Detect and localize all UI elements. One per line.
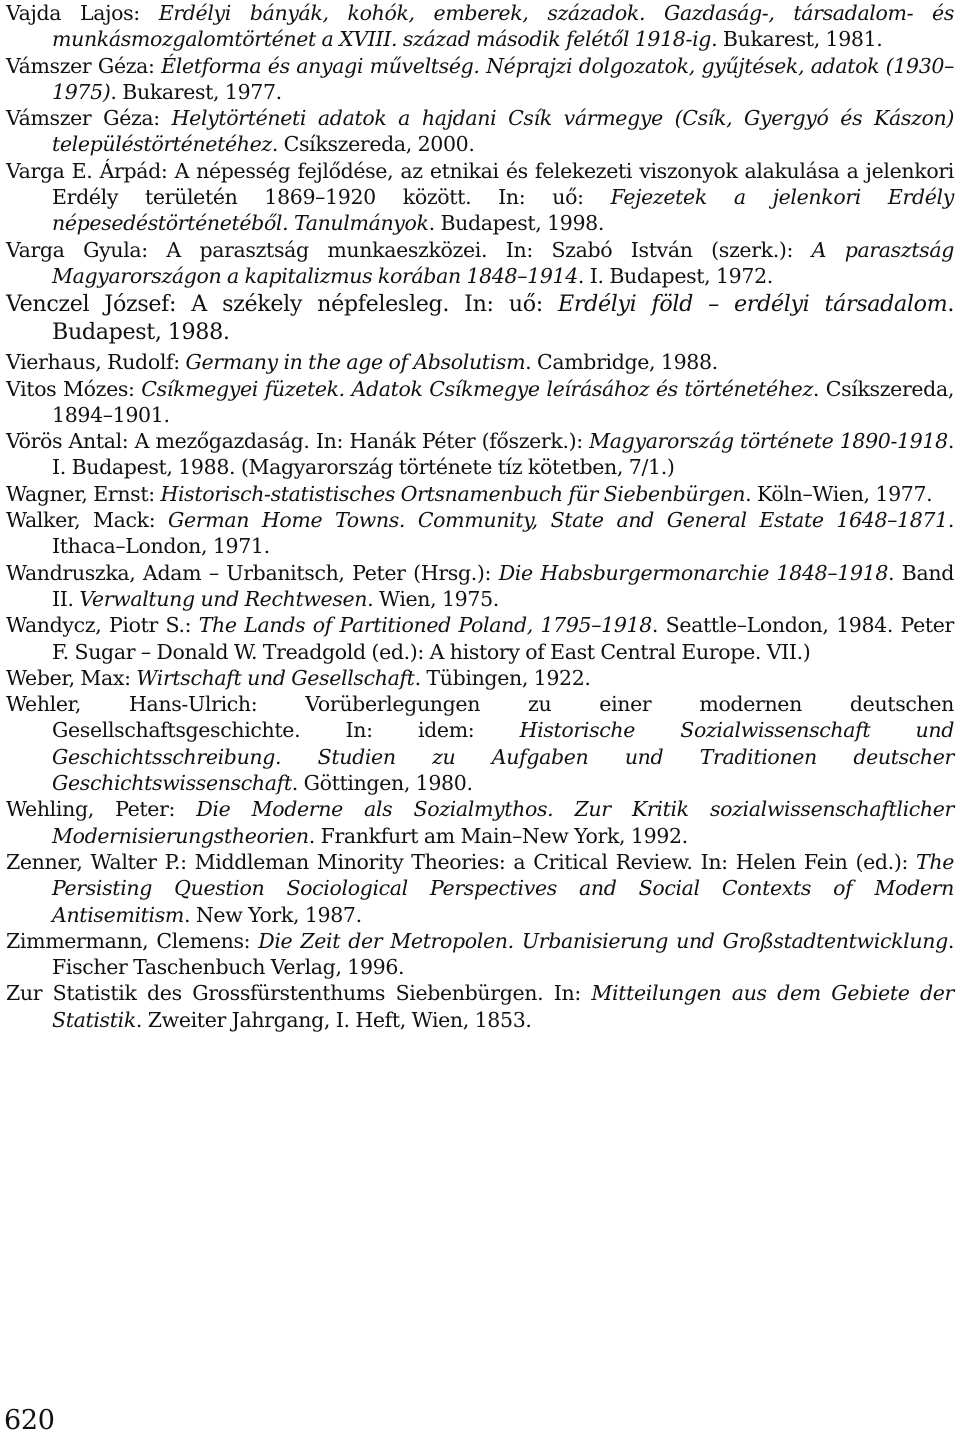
entry-text: . I. Budapest, 1988. (Magyarország története tíz kötetben, 7/1.) [52, 429, 954, 480]
bibliography-entry [6, 481, 954, 507]
entry-title-italic: Magyarország története 1890-1918 [589, 429, 948, 454]
entry-title-italic: Wirtschaft und Gesellschaft [136, 665, 415, 690]
entry-title-italic: Die Zeit der Metropolen. Urbanisierung und Großstadtentwicklung [258, 928, 948, 953]
bibliography-entry [6, 158, 954, 237]
entry-text: . Wien, 1975. [367, 586, 499, 611]
entry-title-italic: Verwaltung und Rechtwesen [79, 586, 368, 611]
entry-text: Zimmermann, Clemens: [6, 928, 259, 953]
entry-text: Wehling, Peter: [6, 797, 197, 822]
bibliography-entry [6, 849, 954, 928]
bibliography-list [6, 0, 954, 1033]
entry-text: Vierhaus, Rudolf: [6, 350, 186, 375]
entry-text: Vajda Lajos: [6, 1, 159, 25]
entry-text: Wandycz, Piotr S.: [6, 613, 199, 638]
bibliography-entry [6, 796, 954, 849]
entry-text: Vörös Antal: A mezőgazdaság. In: Hanák Péter (főszerk.): [6, 429, 590, 454]
entry-text: Wandruszka, Adam – Urbanitsch, Peter (Hrsg.): [6, 560, 499, 585]
entry-title-italic: German Home Towns. Community, State and General Estate 1648–1871 [168, 508, 948, 533]
entry-text: Zur Statistik des Grossfürstenthums Siebenbürgen. In: [6, 981, 592, 1006]
entry-text: . Frankfurt am Main–New York, 1992. [308, 823, 688, 848]
entry-text: . Tübingen, 1922. [414, 665, 591, 690]
entry-text: . Ithaca–London, 1971. [52, 508, 954, 559]
bibliography-entry [6, 507, 954, 560]
entry-text: . Budapest, 1988. [52, 291, 955, 346]
entry-text: Weber, Max: [6, 665, 137, 690]
entry-text: Wehler, Hans-Ulrich: Vorüberlegungen zu einer modernen deutschen Gesellschaftsgeschichte. In: idem: [6, 692, 954, 743]
entry-title-italic: Fejezetek a jelenkori Erdély népesedéstörténetéből. Tanulmányok [52, 185, 954, 236]
entry-title-italic: Germany in the age of Absolutism [185, 350, 526, 375]
bibliography-entry [6, 691, 954, 796]
entry-text: . Csíkszereda, 1894–1901. [52, 376, 954, 427]
entry-text: . Göttingen, 1980. [291, 771, 473, 796]
entry-text: . I. Budapest, 1972. [577, 263, 773, 288]
entry-title-italic: A parasztság Magyarországon a kapitalizmus korában 1848–1914 [52, 237, 954, 288]
entry-title-italic: Erdélyi föld – erdélyi társadalom [558, 291, 948, 318]
page-number: 620 [4, 1405, 55, 1436]
entry-title-italic: Die Moderne als Sozialmythos. Zur Kritik sozialwissenschaftlicher Modernisierungstheorien [52, 797, 954, 848]
bibliography-entry [6, 560, 954, 613]
entry-text: Vitos Mózes: [6, 376, 142, 401]
entry-title-italic: Csíkmegyei füzetek. Adatok Csíkmegye leírásához és történetéhez [141, 376, 813, 401]
entry-text: Wagner, Ernst: [6, 481, 161, 506]
entry-title-italic: The Persisting Question Sociological Perspectives and Social Contexts of Modern Antisemitism [52, 849, 954, 927]
entry-text: Zenner, Walter P.: Middleman Minority Theories: a Critical Review. In: Helen Fein (ed.): [6, 849, 917, 874]
entry-title-italic: Helytörténeti adatok a hajdani Csík vármegye (Csík, Gyergyó és Kászon) településtörténetéhez [52, 106, 954, 157]
entry-title-italic: Historisch-statistisches Ortsnamenbuch für Siebenbürgen [160, 481, 746, 506]
bibliography-entry [6, 237, 954, 290]
bibliography-entry [6, 53, 954, 106]
bibliography-entry [6, 428, 954, 481]
entry-text: . Zweiter Jahrgang, I. Heft, Wien, 1853. [135, 1007, 532, 1032]
bibliography-entry [6, 980, 954, 1033]
bibliography-entry [6, 105, 954, 158]
bibliography-entry [6, 376, 954, 429]
bibliography-entry [6, 928, 954, 981]
entry-text: . Fischer Taschenbuch Verlag, 1996. [52, 928, 955, 980]
entry-title-italic: Mitteilungen aus dem Gebiete der Statistik [52, 981, 954, 1032]
entry-title-italic: Erdélyi bányák, kohók, emberek, századok. Gazdaság-, társadalom- és munkásmozgalomtörténet a XVIII. század második felétől 1918-ig [52, 1, 954, 52]
entry-text: . New York, 1987. [184, 902, 362, 927]
entry-title-italic: The Lands of Partitioned Poland, 1795–1918 [198, 613, 652, 638]
entry-text: . Budapest, 1998. [428, 211, 605, 236]
entry-text: Walker, Mack: [6, 508, 169, 533]
entry-text: Varga Gyula: A parasztság munkaeszközei. In: Szabó István (szerk.): [6, 237, 812, 262]
entry-title-italic: Die Habsburgermonarchie 1848–1918 [498, 560, 889, 585]
entry-text: . Csíkszereda, 2000. [271, 132, 475, 157]
entry-text: . Band II. [52, 560, 955, 611]
bibliography-entry [6, 349, 954, 375]
entry-title-italic: Életforma és anyagi műveltség. Néprajzi dolgozatok, gyűjtések, adatok (1930–1975) [52, 53, 955, 104]
entry-text: Vámszer Géza: [6, 53, 162, 78]
entry-text: Venczel József: A székely népfelesleg. In: uő: [6, 291, 558, 318]
bibliography-entry [6, 612, 954, 665]
entry-text: Vámszer Géza: [6, 106, 172, 131]
entry-text: . Bukarest, 1977. [110, 79, 282, 104]
entry-text: Varga E. Árpád: A népesség fejlődése, az etnikai és felekezeti viszonyok alakulása a jelenkori Erdély területén 1869–1920 között. In: uő: [6, 158, 954, 210]
bibliography-entry [6, 290, 954, 346]
entry-title-italic: Historische Sozialwissenschaft und Geschichtsschreibung. Studien zu Aufgaben und Traditionen deutscher Geschichtswissenschaft [52, 718, 955, 796]
entry-text: . Köln–Wien, 1977. [745, 481, 933, 506]
bibliography-entry [6, 665, 954, 691]
entry-text: . Seattle–London, 1984. Peter F. Sugar – Donald W. Treadgold (ed.): A history of East Central Europe. VII.) [52, 613, 954, 664]
entry-text: . Bukarest, 1981. [711, 27, 883, 52]
entry-text: . Cambridge, 1988. [525, 350, 718, 375]
bibliography-entry [6, 0, 954, 53]
